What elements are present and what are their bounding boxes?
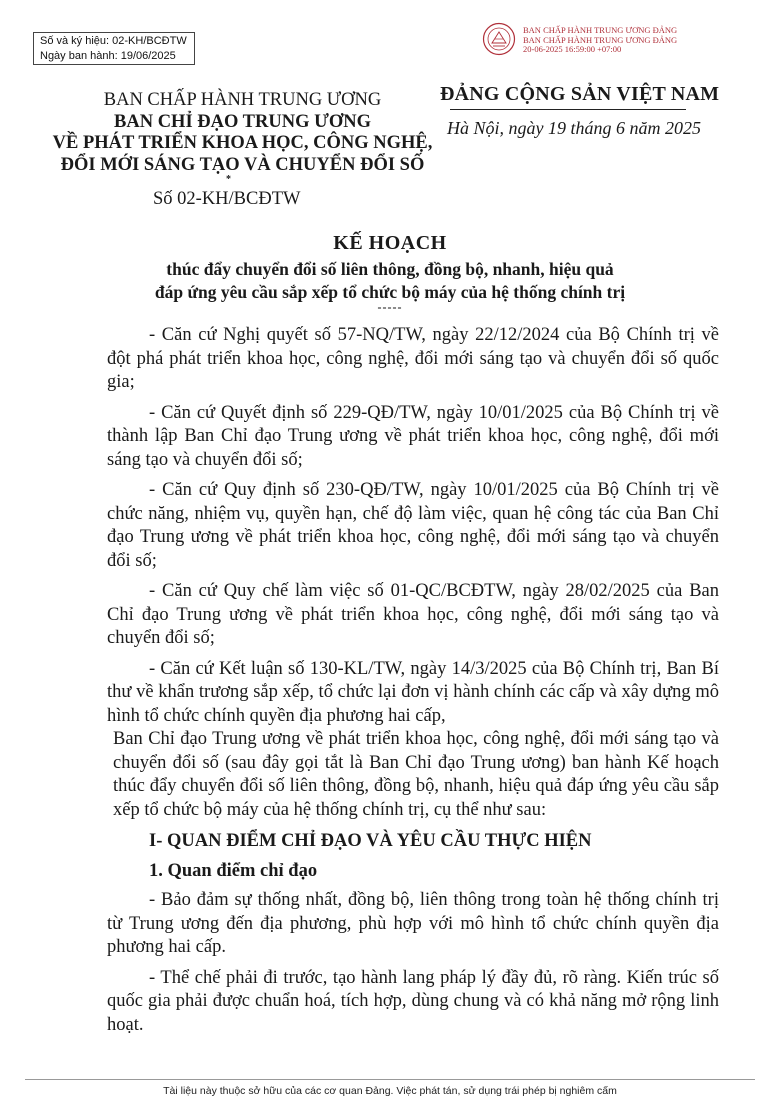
footer-notice: Tài liệu này thuộc sở hữu của các cơ quan Đảng. Việc phát tán, sử dụng trái phép bị nghiêm cấm bbox=[163, 1085, 617, 1097]
issuing-agency bbox=[40, 90, 445, 176]
stamp-line-1: BAN CHẤP HÀNH TRUNG ƯƠNG ĐẢNG bbox=[523, 25, 678, 35]
doc-number-line: Số và ký hiệu: 02-KH/BCĐTW bbox=[40, 35, 187, 47]
subtitle-line-1: thúc đẩy chuyển đổi số liên thông, đồng bộ, nhanh, hiệu quả bbox=[166, 259, 614, 279]
party-emblem-icon bbox=[482, 22, 516, 56]
agency-line-2: BAN CHỈ ĐẠO TRUNG ƯƠNG bbox=[114, 111, 371, 132]
document-body bbox=[107, 324, 719, 1044]
document-title: KẾ HOẠCH bbox=[333, 232, 447, 254]
section-heading: I- QUAN ĐIỂM CHỈ ĐẠO VÀ YÊU CẦU THỰC HIỆN bbox=[149, 831, 592, 851]
basis-paragraph: - Căn cứ Nghị quyết số 57-NQ/TW, ngày 22/12/2024 của Bộ Chính trị về đột phá phát triển khoa học, công nghệ, đổi mới sáng tạo và chuyển đổi số quốc gia; bbox=[107, 325, 719, 392]
doc-date-line: Ngày ban hành: 19/06/2025 bbox=[40, 50, 176, 62]
document-id-box bbox=[33, 32, 195, 65]
issuance-paragraph: Ban Chỉ đạo Trung ương về phát triển khoa học, công nghệ, đổi mới sáng tạo và chuyển đổi số (sau đây gọi tắt là Ban Chỉ đạo Trung ương) ban hành Kế hoạch thúc đẩy chuyển đổi số liên thông, đồng bộ, nhanh, hiệu quả đáp ứng yêu cầu sắp xếp tổ chức bộ máy của hệ thống chính trị, cụ thể như sau: bbox=[113, 729, 719, 820]
title-separator: ----- bbox=[377, 300, 403, 314]
subtitle-line-2: đáp ứng yêu cầu sắp xếp tổ chức bộ máy của hệ thống chính trị bbox=[154, 282, 626, 302]
basis-paragraph: - Căn cứ Quyết định số 229-QĐ/TW, ngày 10/01/2025 của Bộ Chính trị về thành lập Ban Chỉ đạo Trung ương về phát triển khoa học, công nghệ, đổi mới sáng tạo và chuyển đổi số; bbox=[107, 402, 719, 470]
basis-paragraph: - Căn cứ Quy chế làm việc số 01-QC/BCĐTW, ngày 28/02/2025 của Ban Chỉ đạo Trung ương về phát triển khoa học, công nghệ, đổi mới sáng tạo và chuyển đổi số; bbox=[107, 581, 719, 648]
viewpoint-paragraph: - Bảo đảm sự thống nhất, đồng bộ, liên thông trong toàn hệ thống chính trị từ Trung ương đến địa phương, phù hợp với mô hình tổ chức chính quyền địa phương hai cấp. bbox=[107, 890, 719, 957]
agency-line-4: ĐỔI MỚI SÁNG TẠO VÀ CHUYỂN ĐỔI SỐ bbox=[60, 154, 425, 175]
basis-paragraph: - Căn cứ Quy định số 230-QĐ/TW, ngày 10/01/2025 của Bộ Chính trị về chức năng, nhiệm vụ, quyền hạn, chế độ làm việc, quan hệ công tác của Ban Chỉ đạo Trung ương về phát triển khoa học, công nghệ, đổi mới sáng tạo và chuyển đổi số; bbox=[107, 480, 719, 571]
party-underline bbox=[450, 109, 686, 110]
star-mark: * bbox=[226, 174, 231, 185]
agency-line-1: BAN CHẤP HÀNH TRUNG ƯƠNG bbox=[103, 90, 382, 110]
basis-paragraph: - Căn cứ Kết luận số 130-KL/TW, ngày 14/3/2025 của Bộ Chính trị, Ban Bí thư về khẩn trương sắp xếp, tổ chức lại đơn vị hành chính các cấp và xây dựng mô hình tổ chức chính quyền địa phương hai cấp, bbox=[107, 658, 719, 726]
subsection-heading: 1. Quan điểm chỉ đạo bbox=[149, 860, 318, 881]
stamp-timestamp: 20-06-2025 16:59:00 +07:00 bbox=[523, 44, 622, 54]
doc-number: Số 02-KH/BCĐTW bbox=[153, 189, 301, 209]
party-name: ĐẢNG CỘNG SẢN VIỆT NAM bbox=[440, 83, 720, 105]
agency-line-3: VỀ PHÁT TRIỂN KHOA HỌC, CÔNG NGHỆ, bbox=[52, 133, 433, 153]
footer-divider bbox=[25, 1079, 755, 1080]
digital-signature-stamp bbox=[523, 26, 677, 55]
viewpoint-paragraph: - Thể chế phải đi trước, tạo hành lang pháp lý đầy đủ, rõ ràng. Kiến trúc số quốc gia phải được chuẩn hoá, tích hợp, dùng chung và có khả năng mở rộng linh hoạt. bbox=[107, 967, 719, 1035]
stamp-line-2: BAN CHẤP HÀNH TRUNG ƯƠNG ĐẢNG bbox=[523, 34, 678, 45]
document-subtitle bbox=[0, 258, 780, 304]
place-date: Hà Nội, ngày 19 tháng 6 năm 2025 bbox=[447, 118, 701, 138]
